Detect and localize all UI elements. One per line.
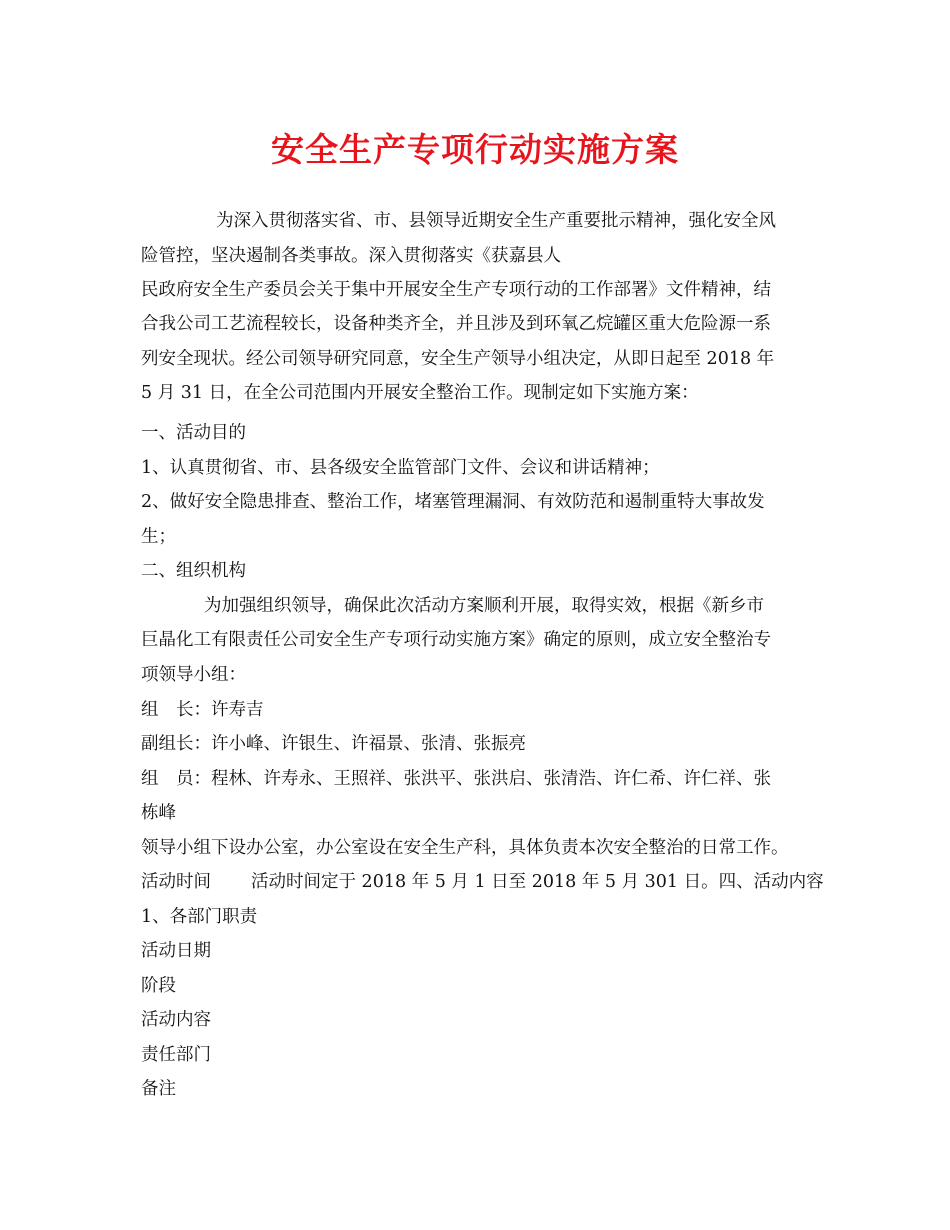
section-heading: 二、组织机构	[141, 561, 246, 581]
paragraph-line: 领导小组下设办公室，办公室设在安全生产科，具体负责本次安全整治的日常工作。	[141, 838, 789, 858]
paragraph-line: 为加强组织领导，确保此次活动方案顺利开展，取得实效，根据《新乡市	[204, 596, 764, 616]
list-item: 生；	[141, 527, 176, 547]
list-item: 1、认真贯彻省、市、县各级安全监管部门文件、会议和讲话精神；	[141, 458, 660, 478]
schedule-text: 活动时间定于 2018 年 5 月 1 日至 2018 年 5 月 301 日。四、活动内容	[251, 872, 824, 892]
member-line: 栋峰	[141, 803, 176, 823]
list-item: 2、做好安全隐患排查、整治工作，堵塞管理漏洞、有效防范和遏制重特大事故发	[141, 492, 765, 512]
paragraph-line: 险管控，坚决遏制各类事故。深入贯彻落实《获嘉县人	[141, 246, 561, 266]
schedule-label: 活动时间	[141, 872, 211, 892]
paragraph-line: 巨晶化工有限责任公司安全生产专项行动实施方案》确定的原则，成立安全整治专	[141, 630, 771, 650]
paragraph-line: 项领导小组：	[141, 665, 246, 685]
table-header-cell: 备注	[141, 1079, 176, 1099]
paragraph-line: 列安全现状。经公司领导研究同意，安全生产领导小组决定，从即日起至 2018 年	[141, 349, 775, 369]
table-header-cell: 活动内容	[141, 1010, 211, 1030]
paragraph-line: 民政府安全生产委员会关于集中开展安全生产专项行动的工作部署》文件精神，结	[141, 280, 771, 300]
section-heading: 一、活动目的	[141, 423, 246, 443]
paragraph-line: 为深入贯彻落实省、市、县领导近期安全生产重要批示精神，强化安全风	[216, 211, 776, 231]
table-header-cell: 阶段	[141, 976, 176, 996]
paragraph-line: 5 月 31 日，在全公司范围内开展安全整治工作。现制定如下实施方案：	[141, 383, 699, 403]
schedule-line	[141, 869, 824, 895]
member-line: 组 长：许寿吉	[141, 700, 264, 720]
member-line: 组 员：程林、许寿永、王照祥、张洪平、张洪启、张清浩、许仁希、许仁祥、张	[141, 769, 771, 789]
table-header-cell: 责任部门	[141, 1045, 211, 1065]
document-title: 安全生产专项行动实施方案	[271, 130, 679, 169]
list-item: 1、各部门职责	[141, 907, 258, 927]
paragraph-line: 合我公司工艺流程较长，设备种类齐全，并且涉及到环氧乙烷罐区重大危险源一系	[141, 314, 771, 334]
table-header-cell: 活动日期	[141, 941, 211, 961]
member-line: 副组长：许小峰、许银生、许福景、张清、张振亮	[141, 734, 526, 754]
